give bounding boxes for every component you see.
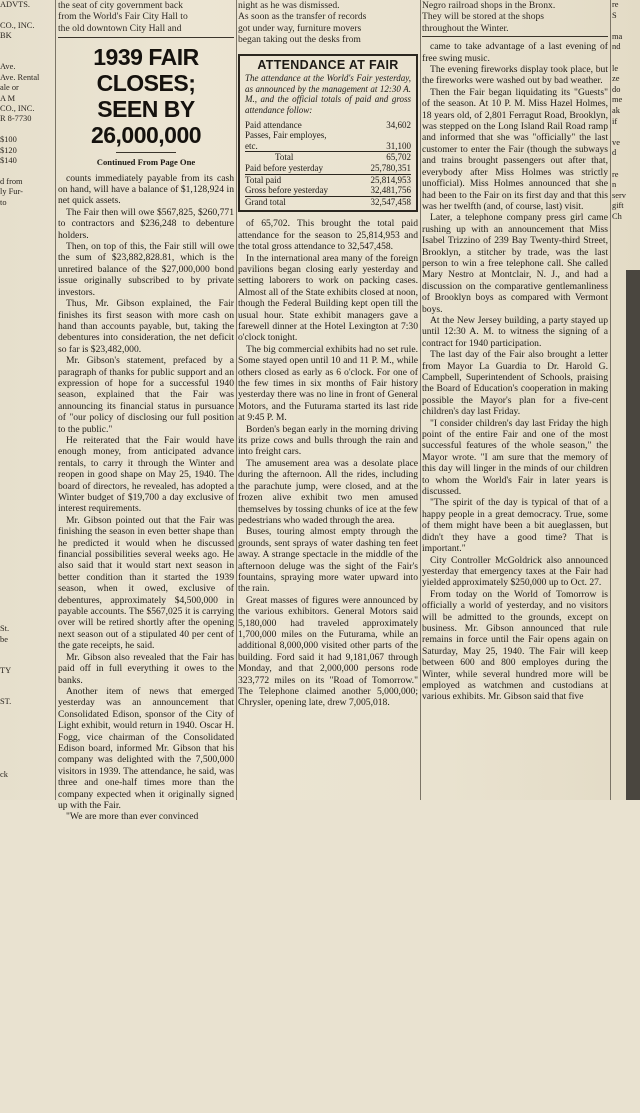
paragraph: Thus, Mr. Gibson explained, the Fair finishes its first season with more cash on hand than accounts payable, but, taking the debentures into consideration, the net deficit so far is $23,482,000. xyxy=(58,298,234,355)
article-column-3 xyxy=(422,0,608,800)
text-fragment xyxy=(612,244,640,255)
text-fragment: nd xyxy=(612,42,621,52)
text-fragment xyxy=(0,427,54,437)
text-fragment xyxy=(0,801,54,811)
paragraph: Then, on top of this, the Fair still will owe the sum of $23,882,828.81, which is the unretired balance of the $27,000,000 bond issue originally subscribed to by private investors. xyxy=(58,241,234,298)
paragraph: The last day of the Fair also brought a letter from Mayor La Guardia to Dr. Harold G. Campbell, Superintendent of Schools, praising the Board of Education's cooperation in making possible the Mayor's plan for a five-cent children's day last Friday. xyxy=(422,349,608,418)
paragraph: The amusement area was a desolate place during the afternoon. All the rides, including the parachute jump, were closed, and at the frozen alive exhibit two men amused themselves by tossing chunks of ice at the few pedestrians who waded through the area. xyxy=(238,457,418,526)
text-fragment xyxy=(0,500,54,510)
text-line: They will be stored at the shops xyxy=(422,11,545,23)
text-fragment: $140 xyxy=(0,156,17,166)
text-fragment xyxy=(0,1030,54,1040)
continued-note: Continued From Page One xyxy=(96,157,196,168)
text-fragment xyxy=(0,791,54,801)
table-row xyxy=(245,174,411,185)
row-value: 32,547,458 xyxy=(357,196,411,207)
paragraph: "The spirit of the day is typical of that of a happy people in a great democracy. True, some of them might have been a bit aueglassen, but didn't they have a good time? That is important." xyxy=(422,497,608,555)
paragraph: "We are more than ever convinced xyxy=(66,811,199,823)
paragraph: Borden's began early in the morning driving its prize cows and bulls through the rain and into freight cars. xyxy=(238,423,418,458)
text-fragment xyxy=(0,572,54,582)
text-fragment xyxy=(0,874,54,884)
text-fragment xyxy=(0,937,54,947)
text-fragment: ADVTS. xyxy=(0,0,31,9)
text-fragment: d from xyxy=(0,176,23,186)
text-fragment xyxy=(0,739,54,749)
text-fragment xyxy=(0,271,54,281)
text-fragment xyxy=(0,833,54,843)
text-fragment: n xyxy=(612,180,617,190)
table-row xyxy=(245,152,411,163)
text-fragment: Ave. Rental xyxy=(0,72,40,82)
text-fragment xyxy=(0,978,54,988)
text-fragment xyxy=(0,552,54,562)
text-fragment xyxy=(0,760,54,770)
divider xyxy=(58,37,234,38)
text-fragment xyxy=(0,885,54,895)
text-fragment: re xyxy=(612,0,619,9)
headline-line-2: SEEN BY 26,000,000 xyxy=(90,96,202,149)
row-label: etc. xyxy=(245,140,258,151)
paragraph: From today on the World of Tomorrow is officially a world of yesterday, and no visitors will be admitted to the grounds, except on business. Mr. Gibson announced that rule remains in force until the Fair opens again on Saturday, May 25, 1940. The Fair will keep between 600 and 800 employes during the Winter, while several hundred more will be employed as watchmen and custodians at various exhibits. Mr. Gibson said that five xyxy=(422,588,608,703)
text-fragment: me xyxy=(612,95,623,105)
table-row xyxy=(245,141,411,152)
row-value: 25,780,351 xyxy=(370,162,411,173)
text-fragment xyxy=(0,364,54,374)
text-fragment xyxy=(0,812,54,822)
row-label: Paid before yesterday xyxy=(245,162,323,173)
text-fragment xyxy=(612,233,640,244)
row-label: Total paid xyxy=(245,174,357,185)
text-fragment xyxy=(0,916,54,926)
row-label: Total xyxy=(245,152,357,163)
text-fragment: ve xyxy=(612,137,620,147)
attendance-box xyxy=(238,54,418,213)
text-fragment xyxy=(612,53,640,64)
previous-article-snippet xyxy=(58,0,234,34)
text-line: got under way, furniture movers xyxy=(238,22,362,34)
text-fragment xyxy=(0,312,54,322)
text-fragment: CO., INC. xyxy=(0,20,35,30)
text-fragment xyxy=(0,395,54,405)
text-fragment xyxy=(0,864,54,874)
text-fragment: S xyxy=(612,10,617,20)
paragraph: Mr. Gibson's statement, prefaced by a paragraph of thanks for public support and an expression of hope for a successful 1940 season, explained that the Fair was announcing its financial status in pursuance of "our policy of disclosing our full position to the public." xyxy=(58,355,234,435)
row-value xyxy=(357,130,411,141)
row-value: 32,481,756 xyxy=(370,185,411,196)
text-fragment xyxy=(0,583,54,593)
text-fragment: ST. xyxy=(0,697,12,707)
text-fragment: d xyxy=(612,148,617,158)
row-label: Gross before yesterday xyxy=(245,185,328,196)
text-line: throughout the Winter. xyxy=(422,22,509,34)
text-fragment xyxy=(0,125,54,135)
text-fragment xyxy=(0,406,54,416)
text-fragment xyxy=(0,957,54,967)
text-fragment xyxy=(0,42,54,52)
article-column-2 xyxy=(238,0,418,800)
text-fragment xyxy=(0,656,54,666)
text-fragment xyxy=(0,947,54,957)
text-fragment xyxy=(0,458,54,468)
text-line: the seat of city government back xyxy=(58,0,183,11)
text-fragment xyxy=(0,468,54,478)
table-row xyxy=(245,120,411,131)
text-fragment xyxy=(0,333,54,343)
table-row xyxy=(245,163,411,174)
text-fragment xyxy=(612,127,640,138)
text-fragment xyxy=(0,1082,54,1092)
article-column-1 xyxy=(58,0,234,823)
text-fragment xyxy=(0,926,54,936)
row-value: 25,814,953 xyxy=(357,174,411,185)
text-fragment: ak xyxy=(612,105,620,115)
text-fragment xyxy=(0,843,54,853)
paragraph: "I consider children's day last Friday the high point of the entire Fair and one of the most successful features of the whole season," the Mayor wrote. "I am sure that the memory of this day will linger in the minds of our children to whom the World's Fair in later years is discussed. xyxy=(422,417,608,498)
text-fragment xyxy=(0,1009,54,1019)
text-fragment xyxy=(0,323,54,333)
text-fragment xyxy=(0,385,54,395)
text-fragment xyxy=(0,10,54,20)
paragraph: Mr. Gibson also revealed that the Fair has paid off in full everything it owes to the banks. xyxy=(58,651,234,686)
text-fragment xyxy=(0,676,54,686)
paragraph: The evening fireworks display took place, but the fireworks were washed out by bad weather. xyxy=(422,64,608,87)
text-fragment xyxy=(0,749,54,759)
paragraph: Mr. Gibson pointed out that the Fair was finishing the season in even better shape than he predicted it would when he discussed financial possibilities several weeks ago. He also said that it would start next season in better condition than it started the 1939 season, when it owed, exclusive of debentures, approximately $4,500,000 in payable accounts. The $567,025 it is carrying over will be retired shortly after the opening next season out of a stipulated 40 per cent of the gate receipts, he said. xyxy=(58,514,234,652)
text-fragment: Ch xyxy=(612,211,622,221)
text-fragment xyxy=(0,250,54,260)
text-fragment xyxy=(0,208,54,218)
column-rule xyxy=(420,0,421,800)
text-fragment xyxy=(0,375,54,385)
text-fragment xyxy=(0,239,54,249)
text-fragment xyxy=(0,968,54,978)
paragraph: Great masses of figures were announced by the various exhibitors. General Motors said 5,180,000 had traveled approximately 1,700,000 miles on the Futurama, while an additional 8,000,000 visited other parts of the building. Ford said it had 9,181,067 through Monday, and that 2,000,000 persons rode 323,772 miles on its "Road of Tomorrow." The Telephone claimed another 5,000,000; Chrysler, opening late, drew 7,005,018. xyxy=(238,594,418,709)
article-body xyxy=(238,218,418,708)
article-body xyxy=(58,173,234,823)
text-line: night as he was dismissed. xyxy=(238,0,340,11)
text-fragment: $100 xyxy=(0,135,17,145)
text-fragment: re xyxy=(612,169,619,179)
text-line: As soon as the transfer of records xyxy=(238,11,367,23)
text-fragment xyxy=(0,219,54,229)
text-line: began taking out the desks from xyxy=(238,34,361,46)
text-fragment: R 8-7730 xyxy=(0,114,32,124)
text-fragment xyxy=(0,447,54,457)
attendance-box-title: ATTENDANCE AT FAIR xyxy=(257,57,399,72)
headline-line-1: 1939 FAIR CLOSES; xyxy=(93,44,199,97)
text-fragment: be xyxy=(0,634,8,644)
paragraph: The Fair then will owe $567,825, $260,771 to contractors and $236,248 to debenture holders. xyxy=(58,206,234,241)
text-fragment xyxy=(0,687,54,697)
column-rule xyxy=(55,0,56,800)
text-fragment xyxy=(0,604,54,614)
paragraph: He reiterated that the Fair would have enough money, from anticipated advance rentals, to carry it through the Winter and reopen in good shape on May 25, 1940. The board of directors, he revealed, has adopted a Winter budget of $19,700 a day exclusive of interest requirements. xyxy=(58,434,234,515)
text-fragment: CO., INC. xyxy=(0,104,35,114)
paragraph: Buses, touring almost empty through the grounds, sent sprays of water dashing ten feet away. A strange spectacle in the middle of the afternoon deluge was the sight of the Fair's fountains, spraying more water upward into the rain. xyxy=(238,526,418,595)
text-fragment xyxy=(0,1103,54,1113)
paragraph: City Controller McGoldrick also announced yesterday that emergency taxes at the Fair had yielded approximately $250,000 up to Oct. 27. xyxy=(422,554,608,589)
text-fragment xyxy=(0,489,54,499)
text-fragment xyxy=(0,895,54,905)
attendance-box-intro: The attendance at the World's Fair yesterday, as announced by the management at 12:30 A. M., and the official totals of paid and gross attendance follow: xyxy=(245,73,411,115)
row-label: Grand total xyxy=(245,196,357,207)
paragraph: In the international area many of the foreign pavilions began closing early yesterday and setting laborers to work on packing cases. Almost all of the State exhibits closed at noon, though the Federal Building kept open till the usual hour. State exhibit managers gave a farewell dinner at the Hotel Lexington at 7:30 o'clock tonight. xyxy=(238,252,418,344)
text-fragment: do xyxy=(612,84,621,94)
text-fragment xyxy=(0,1072,54,1082)
text-fragment xyxy=(0,822,54,832)
text-fragment xyxy=(0,354,54,364)
text-fragment xyxy=(0,989,54,999)
text-fragment: TY xyxy=(0,666,12,675)
cropped-photo xyxy=(626,270,640,800)
text-fragment xyxy=(0,1051,54,1061)
text-fragment xyxy=(0,999,54,1009)
table-row xyxy=(245,130,411,141)
text-fragment xyxy=(0,479,54,489)
paragraph: The big commercial exhibits had no set rule. Some stayed open until 10 and 11 P. M., while others closed as early as 6 o'clock. For one of the few times in six months of Fair history yesterday there was no line in front of General Motors, and the Futurama started its last ride at 9:45 P. M. xyxy=(238,343,418,424)
attendance-table xyxy=(245,120,411,208)
text-fragment xyxy=(0,302,54,312)
text-fragment: St. xyxy=(0,624,10,634)
text-fragment xyxy=(0,291,54,301)
text-fragment: ck xyxy=(0,770,8,780)
previous-article-snippet xyxy=(238,0,418,46)
row-value: 34,602 xyxy=(386,119,411,130)
text-line: Negro railroad shops in the Bronx. xyxy=(422,0,556,11)
text-fragment: if xyxy=(612,116,618,126)
text-fragment: serv xyxy=(612,190,626,200)
text-fragment: A M xyxy=(0,93,16,103)
paragraph: came to take advantage of a last evening of free swing music. xyxy=(422,41,608,64)
text-fragment: ly Fur- xyxy=(0,187,23,197)
text-fragment xyxy=(0,531,54,541)
text-fragment xyxy=(0,260,54,270)
paragraph: Then the Fair began liquidating its "Guests" of the season. At 10 P. M. Miss Hazel Holmes, 18 years old, of 2,801 Ferragut Road, Brooklyn, was stepped on the Long Island Rail Road ramp and informed that she was "officially" the last customer to enter the Fair (though the subways and trains brought passengers out after that, everybody after Miss Holmes was strictly unofficial). Miss Holmes announced that she had been to the Fair on its first day and that this was her twelfth (and, of course, last) visit. xyxy=(422,86,608,212)
text-fragment: ale or xyxy=(0,83,19,93)
text-fragment xyxy=(0,728,54,738)
column-rule xyxy=(610,0,611,800)
paragraph: At the New Jersey building, a party stayed up until 12:30 A. M. to witness the signing of a contract for 1940 participation. xyxy=(422,314,608,349)
text-fragment xyxy=(0,520,54,530)
text-fragment xyxy=(612,159,640,170)
text-fragment xyxy=(0,541,54,551)
text-fragment xyxy=(0,416,54,426)
text-fragment: $120 xyxy=(0,145,17,155)
text-fragment: ma xyxy=(612,31,623,41)
left-edge-column xyxy=(0,0,54,800)
text-fragment xyxy=(0,853,54,863)
text-fragment xyxy=(0,167,54,177)
text-fragment xyxy=(0,905,54,915)
text-fragment xyxy=(0,708,54,718)
text-fragment xyxy=(0,1061,54,1071)
text-fragment xyxy=(612,21,640,32)
text-fragment: BK xyxy=(0,31,12,41)
text-fragment xyxy=(0,52,54,62)
text-fragment xyxy=(0,593,54,603)
text-fragment: le xyxy=(612,63,619,73)
row-value: 65,702 xyxy=(357,152,411,163)
text-fragment: Ave. xyxy=(0,62,16,72)
text-fragment: ze xyxy=(612,74,620,84)
table-row xyxy=(245,185,411,196)
row-label: Paid attendance xyxy=(245,119,302,130)
text-line: from the World's Fair City Hall to xyxy=(58,11,188,23)
text-fragment xyxy=(0,1041,54,1051)
text-line: the old downtown City Hall and xyxy=(58,22,182,34)
text-fragment: gift xyxy=(612,201,624,211)
row-label: Passes, Fair employes, xyxy=(245,130,327,141)
row-value: 31,100 xyxy=(386,140,411,151)
text-fragment xyxy=(612,222,640,233)
text-fragment xyxy=(0,562,54,572)
text-fragment xyxy=(0,510,54,520)
column-rule xyxy=(236,0,237,800)
text-fragment xyxy=(0,1093,54,1103)
previous-article-snippet xyxy=(422,0,608,34)
text-fragment xyxy=(0,229,54,239)
table-row xyxy=(245,196,411,207)
article-body xyxy=(422,41,608,703)
text-fragment xyxy=(0,645,54,655)
text-fragment xyxy=(0,1020,54,1030)
text-fragment xyxy=(0,281,54,291)
text-fragment xyxy=(0,780,54,790)
text-fragment xyxy=(0,718,54,728)
divider xyxy=(422,36,608,37)
text-fragment xyxy=(612,254,640,265)
paragraph: counts immediately payable from its cash on hand, will have a balance of $1,128,924 in net quick assets. xyxy=(58,172,234,207)
text-fragment xyxy=(0,437,54,447)
divider xyxy=(116,152,176,153)
text-fragment: to xyxy=(0,197,7,207)
paragraph: of 65,702. This brought the total paid attendance for the season to 25,814,953 and the total gross attendance to 32,547,458. xyxy=(238,218,418,253)
paragraph: Another item of news that emerged yesterday was an announcement that Consolidated Edison, sponsor of the City of Light exhibit, would return in 1940. Oscar H. Fogg, vice chairman of the Consolidated Edison board, informed Mr. Gibson that his company was delighted with the 7,500,000 visitors in 1939. The attendance, he said, was three and one-half times more than the company expected when it originally signed up with the Fair. xyxy=(58,685,234,811)
text-fragment xyxy=(0,343,54,353)
text-fragment xyxy=(0,614,54,624)
paragraph: Later, a telephone company press girl came rushing up with an announcement that Miss Isabel Trizzino of 239 Bay Twenty-third Street, Brooklyn, a stitcher by trade, was the last person to win a free telephone call. She called Mary Nestro at Montclair, N. J., and had a discussion on the comparative gentlemanliness of Brooklyn boys as compared with Vermont boys. xyxy=(422,212,608,315)
